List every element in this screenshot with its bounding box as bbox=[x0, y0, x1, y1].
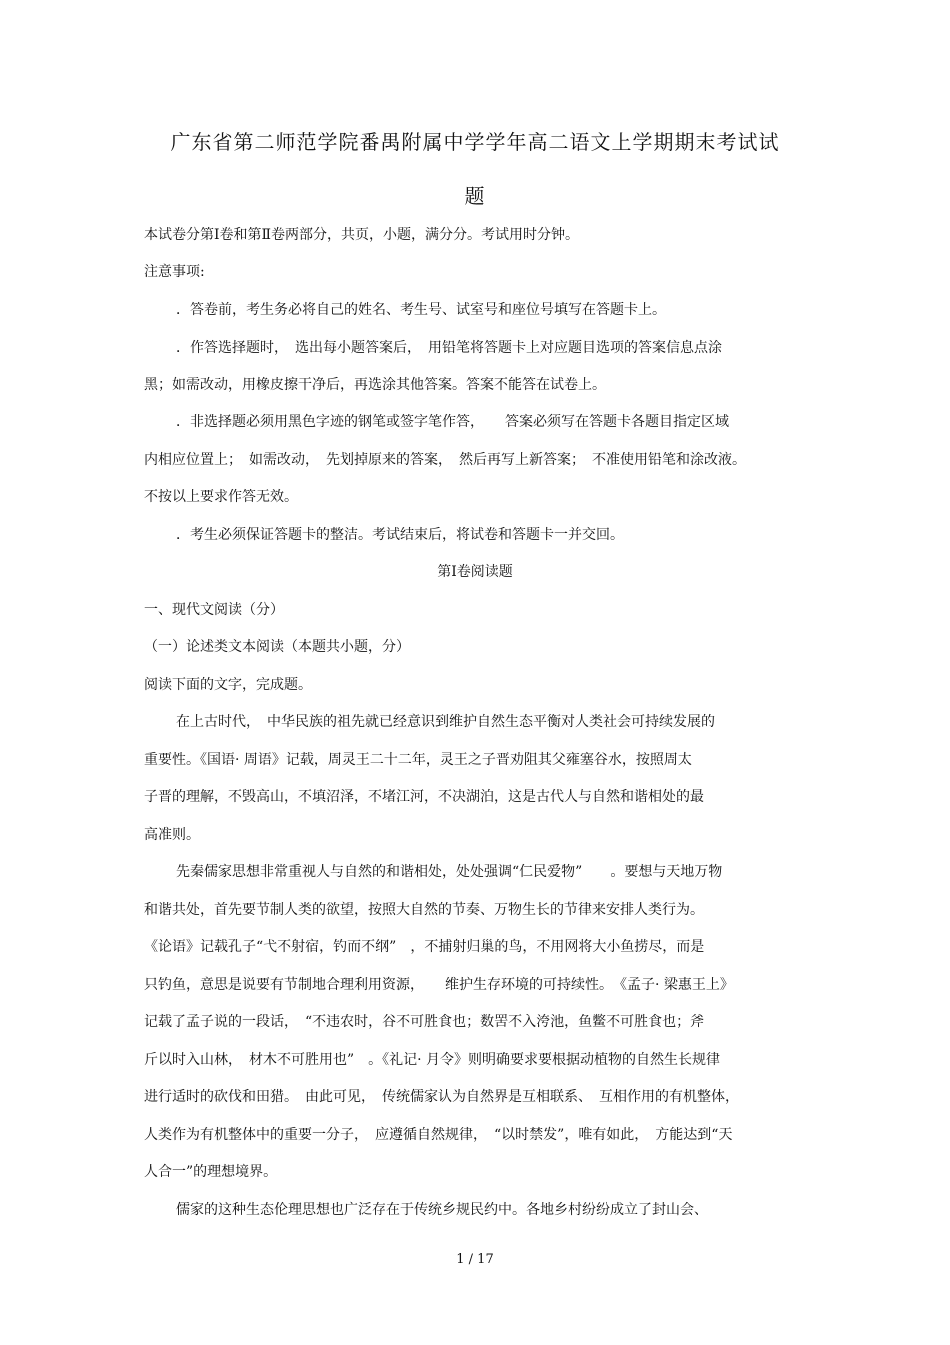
instruction-text: 阅读下面的文字，完成题。 bbox=[144, 677, 312, 693]
passage-line: 人类作为有机整体中的重要一分子， 应遵循自然规律， “以时禁发”，唯有如此， 方能达到“天 bbox=[144, 1127, 733, 1143]
passage-line: 先秦儒家思想非常重视人与自然的和谐相处，处处强调“仁民爱物” 。要想与天地万物 bbox=[176, 864, 723, 880]
notice-item-cont: 内相应位置上； 如需改动， 先划掉原来的答案， 然后再写上新答案； 不准使用铅笔和涂改液。 bbox=[144, 452, 746, 468]
intro-text: 本试卷分第Ⅰ卷和第Ⅱ卷两部分，共页，小题，满分分。考试用时分钟。 bbox=[144, 227, 580, 243]
passage-line: 子晋的理解，不毁高山，不填沼泽，不堵江河，不决湖泊，这是古代人与自然和谐相处的最 bbox=[144, 789, 704, 805]
title-line-2: 题 bbox=[464, 184, 486, 208]
page-number: 1 / 17 bbox=[456, 1252, 494, 1267]
passage-line: 重要性。《国语· 周语》记载，周灵王二十二年，灵王之子晋劝阻其父雍塞谷水，按照周太 bbox=[144, 752, 692, 768]
notice-item: ．作答选择题时， 选出每小题答案后， 用铅笔将答题卡上对应题目选项的答案信息点涂 bbox=[176, 340, 722, 356]
question-heading: 一、现代文阅读（分） bbox=[144, 602, 284, 618]
title-line-1: 广东省第二师范学院番禺附属中学学年高二语文上学期期末考试试 bbox=[170, 130, 780, 154]
passage-line: 斤以时入山林， 材木不可胜用也” 。《礼记· 月令》则明确要求要根据动植物的自然生长规律 bbox=[144, 1052, 721, 1068]
notice-item: ．考生必须保证答题卡的整洁。考试结束后，将试卷和答题卡一并交回。 bbox=[176, 527, 624, 543]
passage-line: 人合一”的理想境界。 bbox=[144, 1164, 278, 1180]
subsection-heading: （一）论述类文本阅读（本题共小题，分） bbox=[144, 639, 410, 655]
notice-item: ．答卷前，考生务必将自己的姓名、考生号、试室号和座位号填写在答题卡上。 bbox=[176, 302, 666, 318]
passage-line: 和谐共处，首先要节制人类的欲望，按照大自然的节奏、万物生长的节律来安排人类行为。 bbox=[144, 902, 704, 918]
section-heading: 第Ⅰ卷阅读题 bbox=[437, 564, 513, 580]
notice-heading: 注意事项: bbox=[144, 264, 205, 280]
passage-line: 记载了孟子说的一段话， “不违农时，谷不可胜食也；数罟不入洿池，鱼鳖不可胜食也；斧 bbox=[144, 1014, 705, 1030]
passage-line: 儒家的这种生态伦理思想也广泛存在于传统乡规民约中。各地乡村纷纷成立了封山会、 bbox=[176, 1202, 708, 1218]
passage-line: 高准则。 bbox=[144, 827, 200, 843]
passage-line: 在上古时代， 中华民族的祖先就已经意识到维护自然生态平衡对人类社会可持续发展的 bbox=[176, 714, 715, 730]
notice-item-cont: 不按以上要求作答无效。 bbox=[144, 489, 298, 505]
notice-item: ．非选择题必须用黑色字迹的钢笔或签字笔作答， 答案必须写在答题卡各题目指定区域 bbox=[176, 414, 729, 430]
passage-line: 《论语》记载孔子“弋不射宿，钓而不纲” ，不捕射归巢的鸟，不用网将大小鱼捞尽，而是 bbox=[144, 939, 705, 955]
passage-line: 进行适时的砍伐和田猎。 由此可见， 传统儒家认为自然界是互相联系、 互相作用的有机整体， bbox=[144, 1089, 739, 1105]
notice-item-cont: 黑；如需改动，用橡皮擦干净后，再选涂其他答案。答案不能答在试卷上。 bbox=[144, 377, 606, 393]
passage-line: 只钓鱼，意思是说要有节制地合理利用资源， 维护生存环境的可持续性。 《孟子· 梁惠王上》 bbox=[144, 977, 734, 993]
